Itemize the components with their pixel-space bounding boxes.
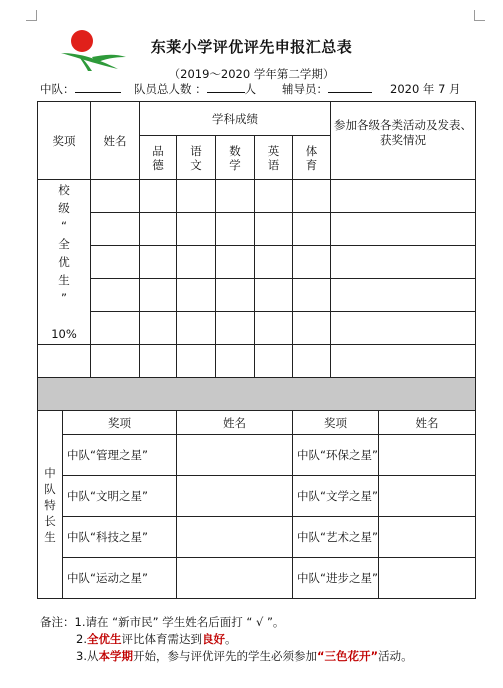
- school-all-round-label: 校 级 “ 全 优 生 ” 10%: [38, 180, 91, 345]
- score-cell[interactable]: [293, 246, 331, 279]
- activity-cell[interactable]: [331, 246, 476, 279]
- activity-cell[interactable]: [331, 213, 476, 246]
- score-cell[interactable]: [293, 312, 331, 345]
- score-cell[interactable]: [140, 180, 177, 213]
- star-name-cell[interactable]: [177, 558, 293, 599]
- activity-cell[interactable]: [331, 312, 476, 345]
- separator-band: [38, 378, 476, 411]
- star-name-cell[interactable]: [379, 517, 476, 558]
- activity-cell[interactable]: [331, 180, 476, 213]
- page-corner-mark-left: [26, 10, 37, 21]
- subject-tiyu: 体 育: [293, 136, 331, 180]
- squad-blank[interactable]: [75, 81, 121, 93]
- star-name-cell[interactable]: [379, 435, 476, 476]
- header-name: 姓名: [91, 102, 140, 180]
- score-cell[interactable]: [255, 345, 293, 378]
- header-scores: 学科成绩: [140, 102, 331, 136]
- score-cell[interactable]: [177, 180, 216, 213]
- header-award: 奖项: [38, 102, 91, 180]
- score-cell[interactable]: [140, 345, 177, 378]
- notes-label: 备注：: [40, 615, 75, 629]
- score-cell[interactable]: [177, 312, 216, 345]
- score-cell[interactable]: [216, 213, 255, 246]
- score-cell[interactable]: [293, 213, 331, 246]
- squad-field: [40, 81, 121, 97]
- score-cell[interactable]: [255, 213, 293, 246]
- score-cell[interactable]: [140, 312, 177, 345]
- score-cell[interactable]: [216, 279, 255, 312]
- star-award-progress: 中队“进步之星”: [293, 558, 379, 599]
- note-1: 备注：1.请在 “新市民” 学生姓名后面打 “ √ ”。: [40, 615, 285, 629]
- subject-pinde: 品 德: [140, 136, 177, 180]
- score-cell[interactable]: [293, 279, 331, 312]
- name-cell[interactable]: [91, 180, 140, 213]
- sub-header-award-left: 奖项: [63, 411, 177, 435]
- name-cell[interactable]: [91, 246, 140, 279]
- subject-yingyu: 英 语: [255, 136, 293, 180]
- subject-yuwen: 语 文: [177, 136, 216, 180]
- sub-header-award-right: 奖项: [293, 411, 379, 435]
- counselor-label: 辅导员：: [282, 82, 328, 96]
- star-name-cell[interactable]: [177, 517, 293, 558]
- score-cell[interactable]: [293, 180, 331, 213]
- star-award-civility: 中队“文明之星”: [63, 476, 177, 517]
- score-cell[interactable]: [255, 279, 293, 312]
- squad-special-label: 中 队 特 长 生: [38, 411, 63, 599]
- score-cell[interactable]: [216, 312, 255, 345]
- score-cell[interactable]: [140, 279, 177, 312]
- star-name-cell[interactable]: [379, 476, 476, 517]
- header-activities: 参加各级各类活动及发表、获奖情况: [331, 102, 476, 180]
- score-cell[interactable]: [216, 180, 255, 213]
- report-date: 2020 年 7 月: [390, 82, 461, 96]
- score-cell[interactable]: [255, 312, 293, 345]
- counselor-field: [282, 81, 372, 97]
- note-3: 3.从本学期开始，参与评优评先的学生必须参加“三色花开”活动。: [76, 649, 413, 663]
- star-award-environment: 中队“环保之星”: [293, 435, 379, 476]
- form-subtitle: （2019～2020 学年第二学期）: [168, 67, 335, 81]
- star-award-technology: 中队“科技之星”: [63, 517, 177, 558]
- star-award-management: 中队“管理之星”: [63, 435, 177, 476]
- score-cell[interactable]: [140, 246, 177, 279]
- score-cell[interactable]: [177, 246, 216, 279]
- score-cell[interactable]: [177, 279, 216, 312]
- sub-header-name-left: 姓名: [177, 411, 293, 435]
- members-field: [134, 81, 256, 97]
- activity-cell[interactable]: [331, 345, 476, 378]
- score-cell[interactable]: [255, 246, 293, 279]
- award-cell[interactable]: [38, 345, 91, 378]
- name-cell[interactable]: [91, 213, 140, 246]
- name-cell[interactable]: [91, 312, 140, 345]
- activity-cell[interactable]: [331, 279, 476, 312]
- page-corner-mark-right: [474, 10, 485, 21]
- name-cell[interactable]: [91, 345, 140, 378]
- notes-section: [40, 614, 413, 665]
- score-cell[interactable]: [293, 345, 331, 378]
- score-cell[interactable]: [177, 345, 216, 378]
- star-name-cell[interactable]: [379, 558, 476, 599]
- summary-table: [37, 101, 476, 599]
- score-cell[interactable]: [216, 345, 255, 378]
- members-label: 队员总人数 ：: [134, 82, 207, 96]
- star-award-art: 中队“艺术之星”: [293, 517, 379, 558]
- star-award-literature: 中队“文学之星”: [293, 476, 379, 517]
- note-2: 2.全优生评比体育需达到良好。: [76, 632, 237, 646]
- star-name-cell[interactable]: [177, 476, 293, 517]
- star-award-sports: 中队“运动之星”: [63, 558, 177, 599]
- star-name-cell[interactable]: [177, 435, 293, 476]
- score-cell[interactable]: [216, 246, 255, 279]
- form-title: 东莱小学评优评先申报汇总表: [150, 38, 353, 56]
- squad-label: 中队：: [40, 82, 75, 96]
- members-blank[interactable]: [207, 81, 245, 93]
- counselor-blank[interactable]: [328, 81, 372, 93]
- name-cell[interactable]: [91, 279, 140, 312]
- score-cell[interactable]: [255, 180, 293, 213]
- sub-header-name-right: 姓名: [379, 411, 476, 435]
- members-unit: 人: [244, 82, 257, 96]
- subject-shuxue: 数 学: [216, 136, 255, 180]
- score-cell[interactable]: [140, 213, 177, 246]
- score-cell[interactable]: [177, 213, 216, 246]
